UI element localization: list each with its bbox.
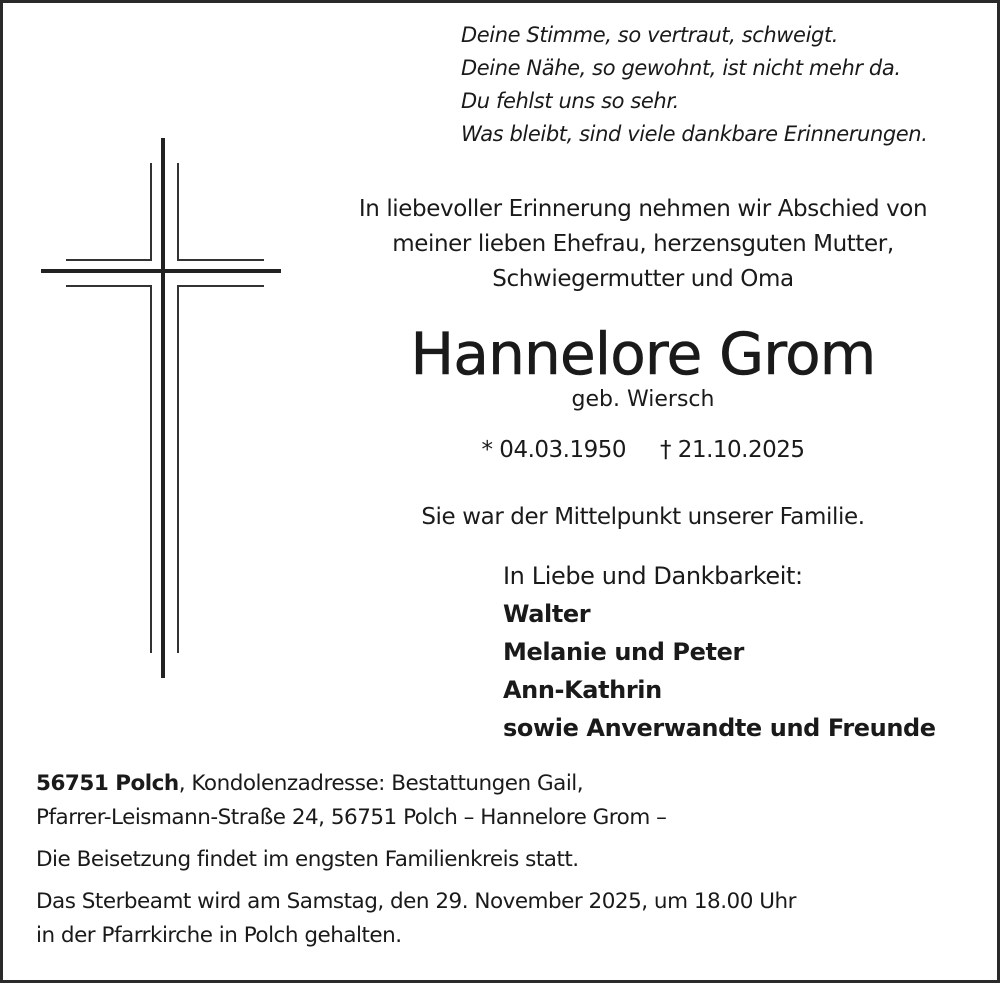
address-line-2: Pfarrer-Leismann-Straße 24, 56751 Polch – Hannelore Grom – — [36, 805, 667, 830]
mass-line-1: Das Sterbeamt wird am Samstag, den 29. November 2025, um 18.00 Uhr — [36, 889, 796, 914]
address-line-1: , Kondolenzadresse: Bestattungen Gail, — [178, 771, 584, 796]
mass-line-2: in der Pfarrkirche in Polch gehalten. — [36, 923, 402, 948]
mourner-name: sowie Anverwandte und Freunde — [503, 714, 936, 742]
tribute-text: Sie war der Mittelpunkt unserer Familie. — [421, 504, 865, 530]
poem-line: Deine Stimme, so vertraut, schweigt. — [461, 23, 839, 47]
mourners-lead: In Liebe und Dankbarkeit: — [503, 562, 803, 590]
birth-date: * 04.03.1950 — [481, 437, 626, 463]
maiden-name: geb. Wiersch — [571, 387, 715, 412]
intro-line: Schwiegermutter und Oma — [492, 266, 794, 292]
mourner-name: Walter — [503, 600, 591, 628]
mourner-name: Melanie und Peter — [503, 638, 744, 666]
mourner-name: Ann-Kathrin — [503, 676, 662, 704]
intro-text — [303, 192, 983, 297]
poem-line: Was bleibt, sind viele dankbare Erinnerungen. — [461, 122, 928, 146]
place-name: 56751 Polch — [36, 771, 179, 796]
death-date: † 21.10.2025 — [660, 437, 805, 463]
burial-note — [36, 843, 976, 877]
condolence-address — [36, 767, 976, 835]
poem — [461, 19, 928, 151]
burial-text: Die Beisetzung findet im engsten Familienkreis statt. — [36, 847, 579, 872]
poem-line: Deine Nähe, so gewohnt, ist nicht mehr da. — [461, 56, 901, 80]
life-dates — [303, 433, 983, 467]
poem-line: Du fehlst uns so sehr. — [461, 89, 679, 113]
mourners-list — [503, 557, 936, 747]
intro-line: meiner lieben Ehefrau, herzensguten Mutter, — [392, 231, 894, 257]
cross-icon — [3, 3, 303, 703]
footer-info — [36, 767, 976, 961]
intro-line: In liebevoller Erinnerung nehmen wir Abschied von — [358, 196, 928, 222]
mass-note — [36, 885, 976, 953]
deceased-name: Hannelore Grom — [410, 320, 876, 388]
